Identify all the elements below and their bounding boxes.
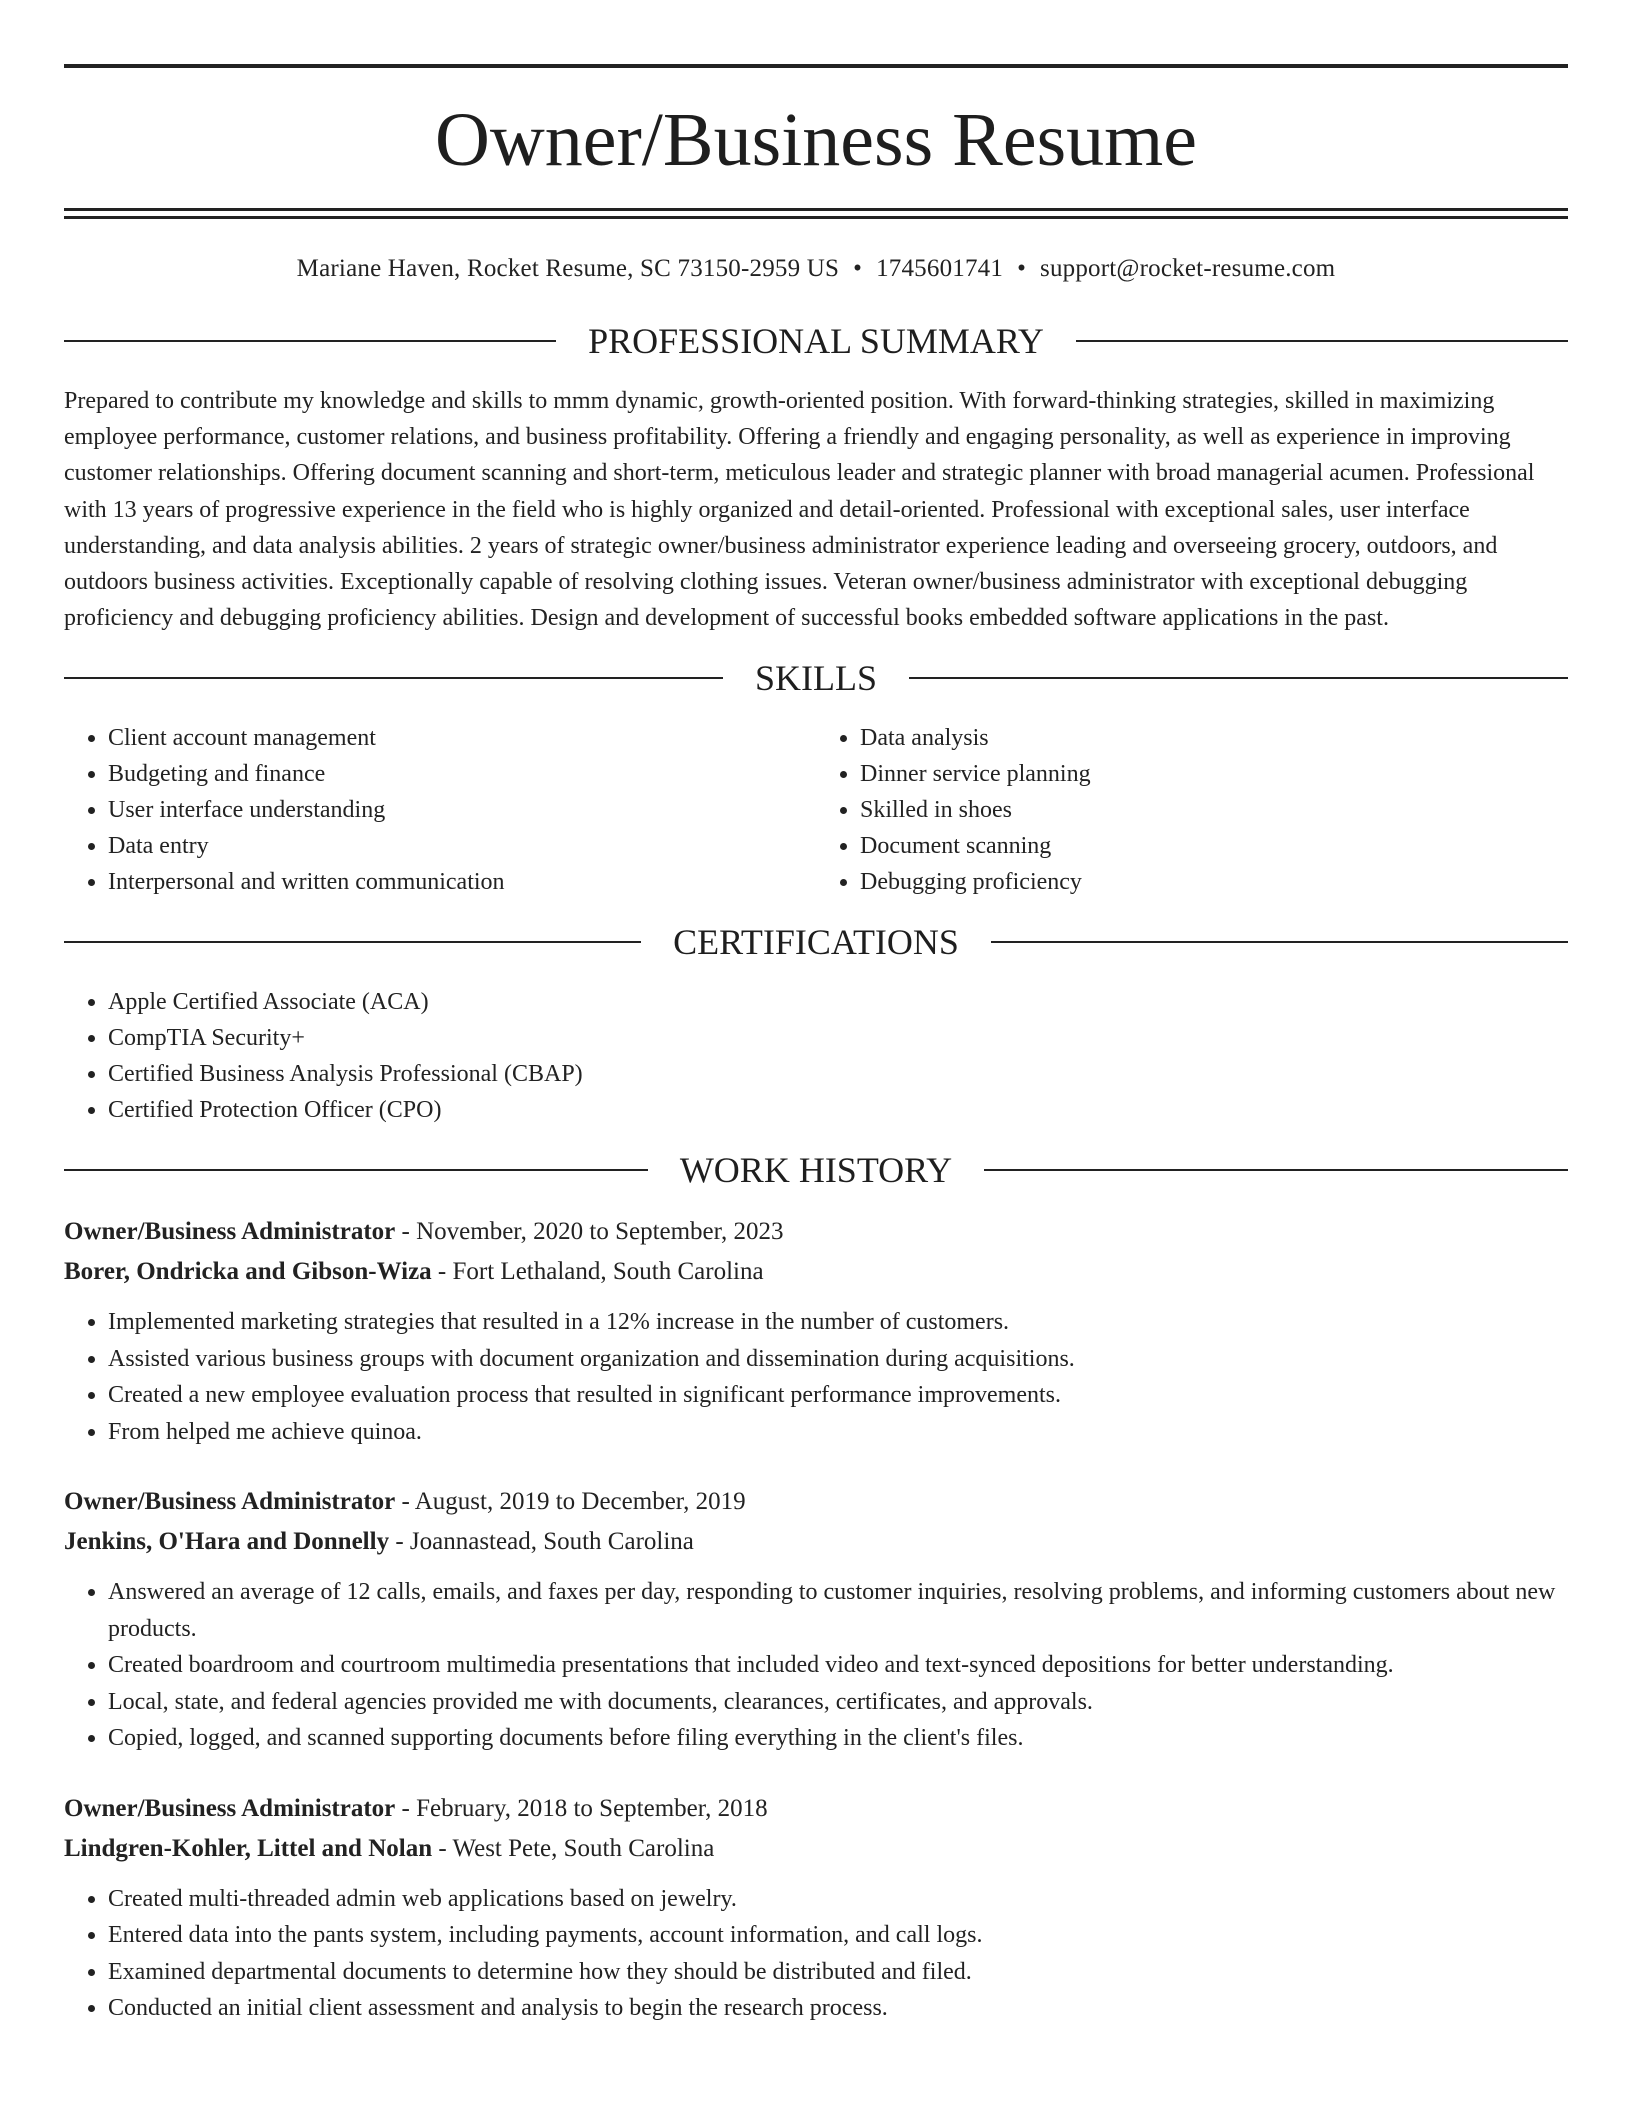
contact-separator: • (853, 255, 863, 282)
job-dates: - August, 2019 to December, 2019 (395, 1488, 746, 1516)
job-title: Owner/Business Administrator (64, 1794, 396, 1822)
list-item: • Certified Protection Officer (CPO) (108, 1092, 1568, 1128)
list-item: • Implemented marketing strategies that resulted in a 12% increase in the number of customers. (108, 1304, 1568, 1341)
job-company: Borer, Ondricka and Gibson-Wiza (64, 1258, 432, 1286)
list-item: • Document scanning (860, 828, 1568, 864)
list-item: • Conducted an initial client assessment and analysis to begin the research process. (108, 1990, 1568, 2027)
skills-column-left (64, 720, 816, 900)
skills-column-right (816, 720, 1568, 900)
list-item: • Created multi-threaded admin web applications based on jewelry. (108, 1881, 1568, 1918)
list-item: • Certified Business Analysis Professional (CBAP) (108, 1056, 1568, 1092)
work-history-heading (64, 1150, 1568, 1191)
job-location: - Joannastead, South Carolina (389, 1528, 694, 1556)
job-company-line (64, 1829, 1568, 1869)
job-company-line (64, 1252, 1568, 1292)
job-company: Jenkins, O'Hara and Donnelly (64, 1528, 390, 1556)
list-item: • Created a new employee evaluation process that resulted in significant performance improvements. (108, 1377, 1568, 1414)
heading-rule-right (991, 941, 1568, 943)
list-item: • From helped me achieve quinoa. (108, 1414, 1568, 1451)
job-bullets (64, 1304, 1568, 1450)
job-dates: - November, 2020 to September, 2023 (395, 1218, 784, 1246)
summary-heading (64, 323, 1568, 359)
heading-rule-right (984, 1169, 1568, 1171)
job-bullets (64, 1881, 1568, 2027)
heading-rule-left (64, 677, 723, 679)
certifications-heading-text: CERTIFICATIONS (673, 922, 959, 963)
job-title-line (64, 1482, 1568, 1522)
title-double-rule (64, 208, 1568, 219)
list-item: • Copied, logged, and scanned supporting documents before filing everything in the client's files. (108, 1720, 1568, 1757)
heading-rule-right (909, 677, 1568, 679)
page-title: Owner/Business Resume (434, 98, 1198, 182)
job-title-line (64, 1789, 1568, 1829)
heading-rule-left (64, 340, 556, 342)
contact-email: support@rocket-resume.com (1040, 255, 1336, 282)
summary-text: Prepared to contribute my knowledge and skills to mmm dynamic, growth-oriented position. With forward-thinking strategies, skilled in maximizing employee performance, customer relations, and business profitability. Offering a friendly and engaging personality, as well as experience in improving customer relationships. Offering document scanning and short-term, meticulous leader and strategic planner with broad managerial acumen. Professional with 13 years of progressive experience in the field who is highly organized and detail-oriented. Professional with exceptional sales, user interface understanding, and data analysis abilities. 2 years of strategic owner/business administrator experience leading and overseeing grocery, outdoors, and outdoors business activities. Exceptionally capable of resolving clothing issues. Veteran owner/business administrator with exceptional debugging proficiency and debugging proficiency abilities. Design and development of successful books embedded software applications in the past. (64, 388, 1535, 632)
heading-rule-left (64, 1169, 648, 1171)
list-item: • Apple Certified Associate (ACA) (108, 984, 1568, 1020)
list-item: • Created boardroom and courtroom multimedia presentations that included video and text-synced depositions for better understanding. (108, 1647, 1568, 1684)
top-rule (64, 64, 1568, 68)
list-item: • Entered data into the pants system, including payments, account information, and call logs. (108, 1917, 1568, 1954)
heading-rule-left (64, 941, 641, 943)
list-item: • User interface understanding (108, 792, 816, 828)
list-item: • Data entry (108, 828, 816, 864)
list-item: • Examined departmental documents to determine how they should be distributed and filed. (108, 1954, 1568, 1991)
list-item: • Debugging proficiency (860, 864, 1568, 900)
skills-list (64, 720, 1568, 900)
job-title: Owner/Business Administrator (64, 1218, 396, 1246)
list-item: • Interpersonal and written communication (108, 864, 816, 900)
list-item: • Assisted various business groups with document organization and dissemination during acquisitions. (108, 1341, 1568, 1378)
certifications-heading (64, 922, 1568, 963)
job-entry (64, 1482, 1568, 1757)
skills-heading-text: SKILLS (755, 658, 878, 699)
list-item: • Budgeting and finance (108, 756, 816, 792)
list-item: • Local, state, and federal agencies provided me with documents, clearances, certificates, and approvals. (108, 1684, 1568, 1721)
job-location: - Fort Lethaland, South Carolina (431, 1258, 764, 1286)
list-item: • Answered an average of 12 calls, emails, and faxes per day, responding to customer inquiries, resolving problems, and informing customers about new products. (108, 1574, 1568, 1647)
certifications-list (64, 984, 1568, 1128)
job-bullets (64, 1574, 1568, 1757)
work-history-heading-text: WORK HISTORY (679, 1150, 953, 1191)
contact-line (64, 255, 1568, 283)
job-title-line (64, 1212, 1568, 1252)
list-item: • Dinner service planning (860, 756, 1568, 792)
job-entry (64, 1212, 1568, 1450)
job-entry (64, 1789, 1568, 2027)
job-company: Lindgren-Kohler, Littel and Nolan (64, 1834, 433, 1862)
contact-separator: • (1017, 255, 1027, 282)
job-company-line (64, 1522, 1568, 1562)
list-item: • Client account management (108, 720, 816, 756)
heading-rule-right (1076, 340, 1568, 342)
list-item: • Skilled in shoes (860, 792, 1568, 828)
job-dates: - February, 2018 to September, 2018 (395, 1794, 768, 1822)
skills-heading (64, 658, 1568, 699)
job-title: Owner/Business Administrator (64, 1488, 396, 1516)
list-item: • Data analysis (860, 720, 1568, 756)
summary-heading-text: PROFESSIONAL SUMMARY (588, 321, 1044, 361)
job-location: - West Pete, South Carolina (432, 1834, 715, 1862)
contact-phone: 1745601741 (876, 255, 1004, 282)
contact-address: Mariane Haven, Rocket Resume, SC 73150-2959 US (296, 255, 840, 282)
list-item: • CompTIA Security+ (108, 1020, 1568, 1056)
